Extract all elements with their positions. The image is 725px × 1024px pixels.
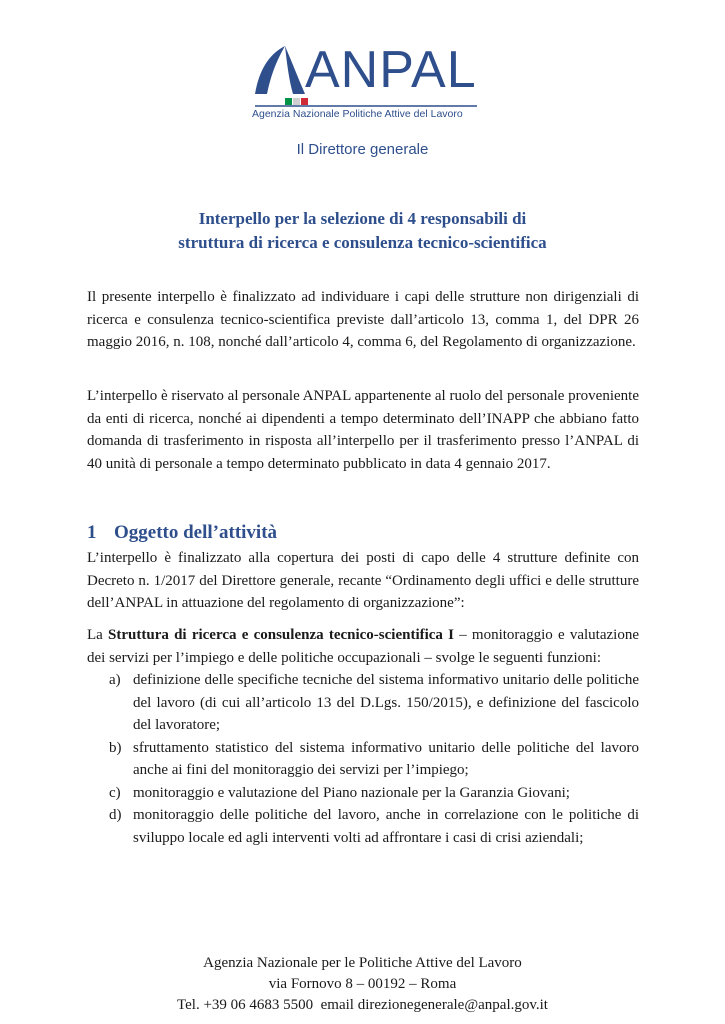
list-item <box>87 782 639 805</box>
document-title-line1: Interpello per la selezione di 4 responsabili di <box>198 209 527 228</box>
director-title: Il Direttore generale <box>296 141 429 158</box>
list-item-text: monitoraggio delle politiche del lavoro, anche in correlazione con le politiche di sviluppo locale ed agli interventi volti ad affrontare i casi di crisi aziendali; <box>133 807 639 846</box>
footer-contact: Tel. +39 06 4683 5500 email direzionegenerale@anpal.gov.it <box>177 997 548 1013</box>
section-paragraph-2-text <box>87 624 639 669</box>
anpal-logo <box>247 40 479 124</box>
page-footer <box>0 953 725 1016</box>
list-item <box>87 669 639 737</box>
structure-prefix: La <box>87 627 109 643</box>
logo-subtitle: Agenzia Nazionale Politiche Attive del Lavoro <box>252 108 463 120</box>
section-heading-text: Oggetto dell’attività <box>114 522 278 543</box>
section-paragraph-2 <box>87 624 639 849</box>
list-marker: d) <box>109 807 122 823</box>
list-item <box>87 737 639 782</box>
section-paragraph-1-text: L’interpello è finalizzato alla copertura dei posti di capo delle 4 strutture definite con Decreto n. 1/2017 del Direttore generale, recante “Ordinamento degli uffici e delle strutture dell’ANPAL in attuazione del regolamento di organizzazione”: <box>87 550 639 611</box>
list-item-text: monitoraggio e valutazione del Piano nazionale per la Garanzia Giovani; <box>133 784 570 801</box>
intro-paragraph-2 <box>87 385 639 475</box>
list-marker: a) <box>109 672 121 688</box>
list-item-text: definizione delle specifiche tecniche del sistema informativo unitario delle politiche del lavoro (di cui all’articolo 13 del D.Lgs. 150/2015), e definizione del fascicolo del lavoratore; <box>133 672 639 733</box>
logo-wordmark: ANPAL <box>305 41 477 99</box>
document-title <box>0 207 725 255</box>
intro-paragraph-1-text: Il presente interpello è finalizzato ad individuare i capi delle strutture non dirigenziali di ricerca e consulenza tecnico-scientifica previste dall’articolo 13, comma 1, del DPR 26 maggio 2016, n. 108, nonché dall’articolo 4, comma 6, del Regolamento di organizzazione. <box>87 289 639 350</box>
structure-description: – monitoraggio e valutazione dei servizi per l’impiego e delle politiche occupazionali – svolge le seguenti funzioni: <box>87 627 639 666</box>
list-item <box>87 804 639 849</box>
section-number: 1 <box>87 522 97 543</box>
functions-list <box>87 669 639 849</box>
structure-name: Struttura di ricerca e consulenza tecnico-scientifica I <box>108 627 454 643</box>
section-heading <box>87 522 277 544</box>
intro-paragraph-2-text: L’interpello è riservato al personale ANPAL appartenente al ruolo del personale proveniente da enti di ricerca, nonché ai dipendenti a tempo determinato dell’INAPP che abbiano fatto domanda di trasferimento in risposta all’interpello per il trasferimento presso l’ANPAL di 40 unità di personale a tempo determinato pubblicato in data 4 gennaio 2017. <box>87 388 639 472</box>
section-paragraph-1 <box>87 547 639 615</box>
list-marker: b) <box>109 739 122 756</box>
list-marker: c) <box>109 784 121 801</box>
document-title-line2: struttura di ricerca e consulenza tecnico-scientifica <box>178 233 547 252</box>
intro-paragraph-1 <box>87 286 639 354</box>
footer-address: via Fornovo 8 – 00192 – Roma <box>268 976 457 992</box>
list-item-text: sfruttamento statistico del sistema informativo unitario delle politiche del lavoro anche ai fini del monitoraggio dei servizi per l’impiego; <box>133 739 639 778</box>
footer-agency: Agenzia Nazionale per le Politiche Attive del Lavoro <box>203 955 522 971</box>
